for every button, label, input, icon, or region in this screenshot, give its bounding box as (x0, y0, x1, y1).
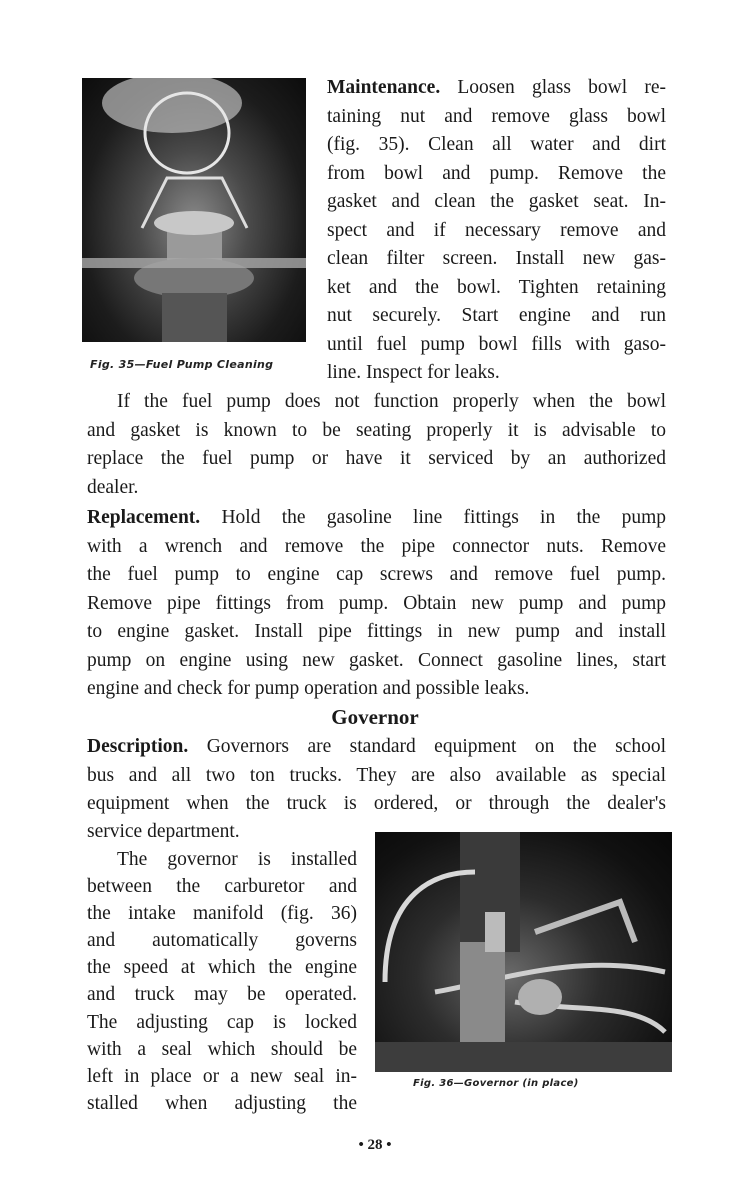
text-line: stalled when adjusting the (87, 1092, 357, 1114)
description-paragraph (87, 733, 666, 819)
text-line: ket and the bowl. Tighten retaining (327, 276, 666, 298)
figure-36-caption: Fig. 36—Governor (in place) (413, 1078, 579, 1089)
text-line: to engine gasket. Install pipe fittings in new pump and install (87, 621, 666, 642)
page-number: • 28 • (358, 1137, 392, 1153)
text-line (87, 504, 666, 533)
text-line: equipment when the truck is ordered, or through the dealer's (87, 793, 666, 814)
text-line: The adjusting cap is locked (87, 1011, 357, 1033)
text-line-rest: Loosen glass bowl re- (440, 77, 666, 98)
text-line: left in place or a new seal in- (87, 1065, 357, 1087)
text-line: taining nut and remove glass bowl (327, 105, 666, 127)
text-line: nut securely. Start engine and run (327, 305, 666, 326)
text-line: bus and all two ton trucks. They are also available as special (87, 764, 666, 786)
text-line (87, 733, 666, 762)
text-line (327, 74, 666, 103)
text-line-rest: Hold the gasoline line fittings in the pump (200, 507, 666, 528)
text-line: gasket and clean the gasket seat. In- (327, 191, 666, 212)
text-line: engine and check for pump operation and possible leaks. (87, 678, 530, 699)
text-line: and automatically governs (87, 930, 357, 952)
text-line: (fig. 35). Clean all water and dirt (327, 134, 666, 155)
text-line: If the fuel pump does not function properly when the bowl (117, 391, 666, 412)
text-line: spect and if necessary remove and (327, 219, 666, 241)
paragraph-lead: Replacement. (87, 507, 201, 528)
text-line-rest: Governors are standard equipment on the school (188, 736, 666, 757)
text-line: clean filter screen. Install new gas- (327, 248, 666, 269)
text-line: with a wrench and remove the pipe connector nuts. Remove (87, 535, 666, 557)
governor-paragraph (87, 846, 357, 1117)
maintenance-paragraph (327, 74, 666, 388)
fuel-pump-paragraph (87, 388, 666, 502)
figure-35-caption: Fig. 35—Fuel Pump Cleaning (90, 358, 274, 371)
text-line: until fuel pump bowl fills with gaso- (327, 333, 666, 355)
replacement-paragraph (87, 504, 666, 704)
governor-photo (375, 832, 672, 1072)
text-line: Remove pipe fittings from pump. Obtain new pump and pump (87, 592, 666, 614)
text-line: pump on engine using new gasket. Connect gasoline lines, start (87, 649, 666, 671)
text-line: and truck may be operated. (87, 984, 357, 1006)
text-line: from bowl and pump. Remove the (327, 162, 666, 184)
text-line: the intake manifold (fig. 36) (87, 903, 357, 925)
text-line: line. Inspect for leaks. (327, 362, 500, 383)
text-line: service department. (87, 821, 240, 842)
fuel-pump-cleaning-photo (82, 78, 306, 342)
text-line: with a seal which should be (87, 1038, 357, 1060)
text-line: between the carburetor and (87, 876, 357, 898)
paragraph-lead: Description. (87, 736, 189, 757)
text-line: replace the fuel pump or have it serviced by an authorized (87, 448, 666, 469)
governor-heading: Governor (331, 705, 419, 729)
paragraph-lead: Maintenance. (327, 77, 441, 98)
text-line: the fuel pump to engine cap screws and remove fuel pump. (87, 564, 666, 585)
description-tail (87, 818, 357, 847)
text-line: the speed at which the engine (87, 957, 357, 979)
text-line: dealer. (87, 476, 139, 498)
text-line: The governor is installed (117, 849, 357, 870)
text-line: and gasket is known to be seating properly it is advisable to (87, 419, 666, 441)
